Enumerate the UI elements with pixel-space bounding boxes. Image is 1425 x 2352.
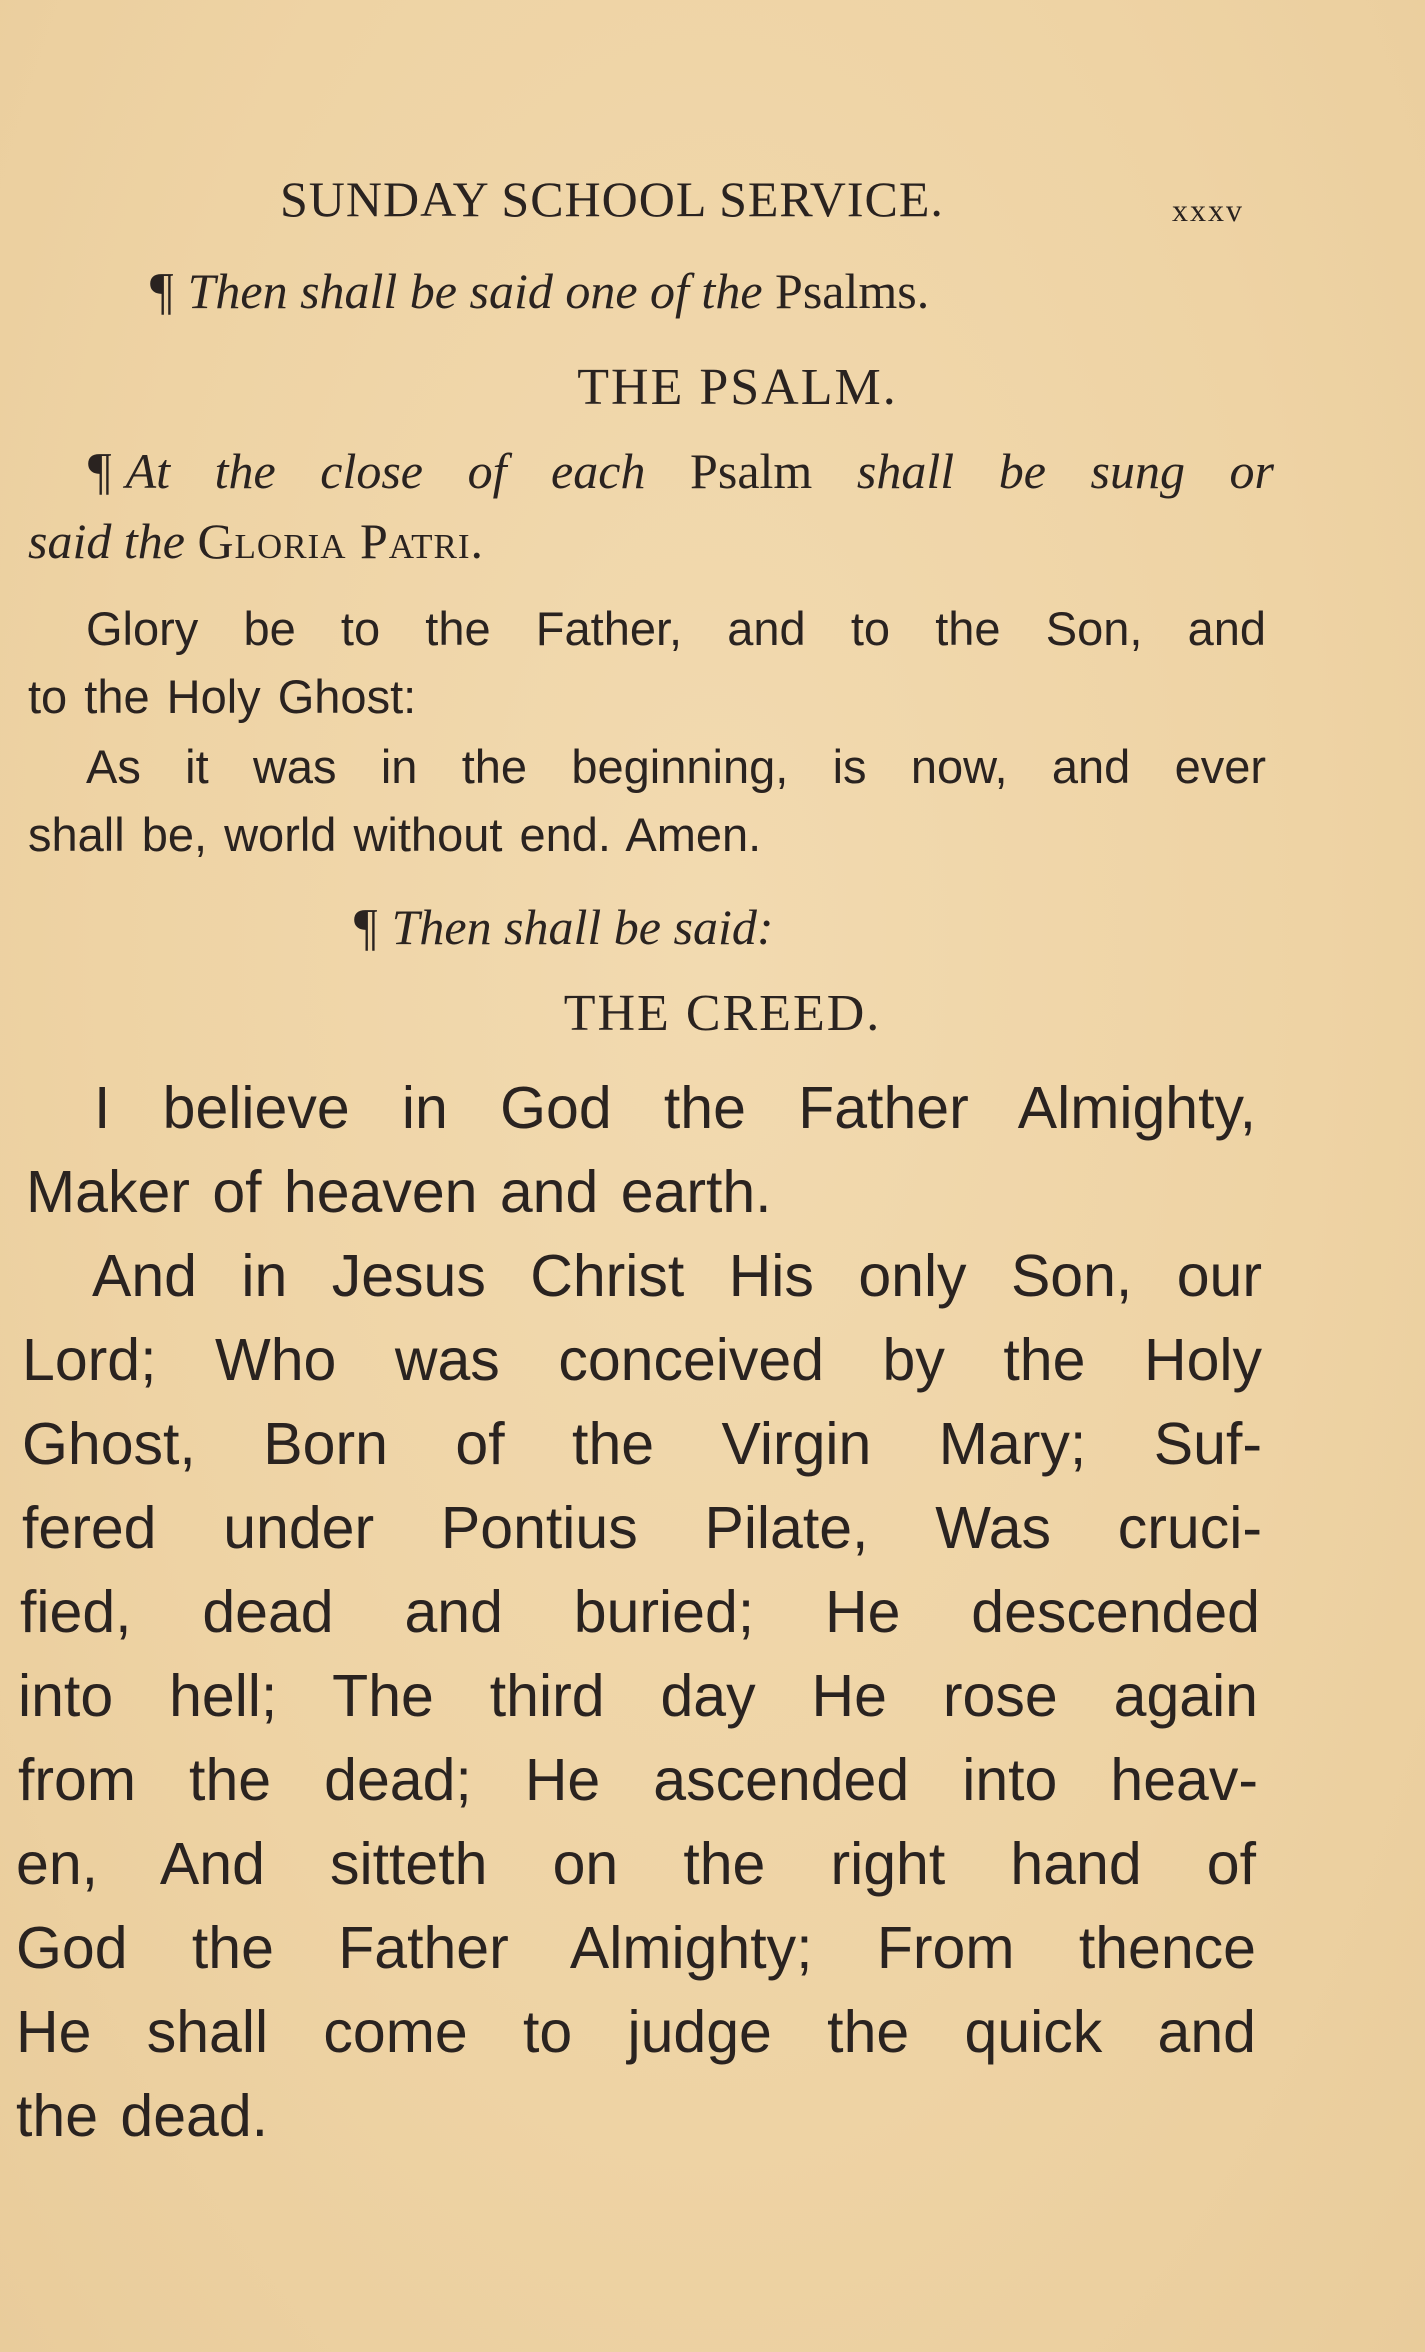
- rubric-italic: shall be sung or: [856, 443, 1275, 499]
- pilcrow-icon: ¶: [354, 899, 378, 956]
- gloria-line: to the Holy Ghost:: [28, 670, 417, 723]
- creed-line: And in Jesus Christ His only Son, our: [92, 1243, 1262, 1309]
- rubric-psalms: [150, 262, 1425, 321]
- heading-creed: THE CREED.: [563, 985, 882, 1042]
- pilcrow-icon: ¶: [88, 443, 112, 500]
- rubric-roman: Psalm: [690, 443, 813, 499]
- creed-line: Ghost, Born of the Virgin Mary; Suf-: [22, 1411, 1262, 1477]
- creed-line: the dead.: [16, 2083, 269, 2149]
- creed-line: Maker of heaven and earth.: [26, 1159, 772, 1225]
- creed-line: from the dead; He ascended into heav-: [18, 1747, 1258, 1813]
- pilcrow-icon: ¶: [150, 263, 174, 320]
- gloria-patri-title: Gloria Patri.: [197, 513, 485, 569]
- page-number: xxxv: [1172, 192, 1244, 228]
- heading-psalm: THE PSALM.: [577, 359, 898, 416]
- creed-line: God the Father Almighty; From thence: [16, 1915, 1256, 1981]
- rubric-gloria-line-1: [88, 442, 1274, 501]
- rubric-gloria-line-2: [28, 512, 1425, 570]
- gloria-line: shall be, world without end. Amen.: [28, 808, 762, 861]
- gloria-line: As it was in the beginning, is now, and ever: [86, 740, 1266, 793]
- running-head: SUNDAY SCHOOL SERVICE.: [280, 171, 944, 227]
- rubric-italic: Then shall be said one of the: [187, 263, 763, 319]
- rubric-roman: Psalms.: [775, 263, 930, 319]
- creed-line: en, And sitteth on the right hand of: [16, 1831, 1256, 1897]
- rubric-creed: [354, 898, 1425, 957]
- creed-line: He shall come to judge the quick and: [16, 1999, 1256, 2065]
- creed-line: into hell; The third day He rose again: [18, 1663, 1258, 1729]
- creed-line: I believe in God the Father Almighty,: [94, 1075, 1256, 1141]
- rubric-italic: Then shall be said:: [391, 899, 774, 955]
- rubric-italic: At the close of each: [125, 443, 646, 499]
- creed-line: fered under Pontius Pilate, Was cruci-: [22, 1495, 1262, 1561]
- page-header: [0, 170, 1425, 230]
- gloria-line: Glory be to the Father, and to the Son, and: [86, 602, 1266, 655]
- rubric-italic: said the: [28, 513, 185, 569]
- creed-line: Lord; Who was conceived by the Holy: [22, 1327, 1262, 1393]
- creed-line: fied, dead and buried; He descended: [20, 1579, 1260, 1645]
